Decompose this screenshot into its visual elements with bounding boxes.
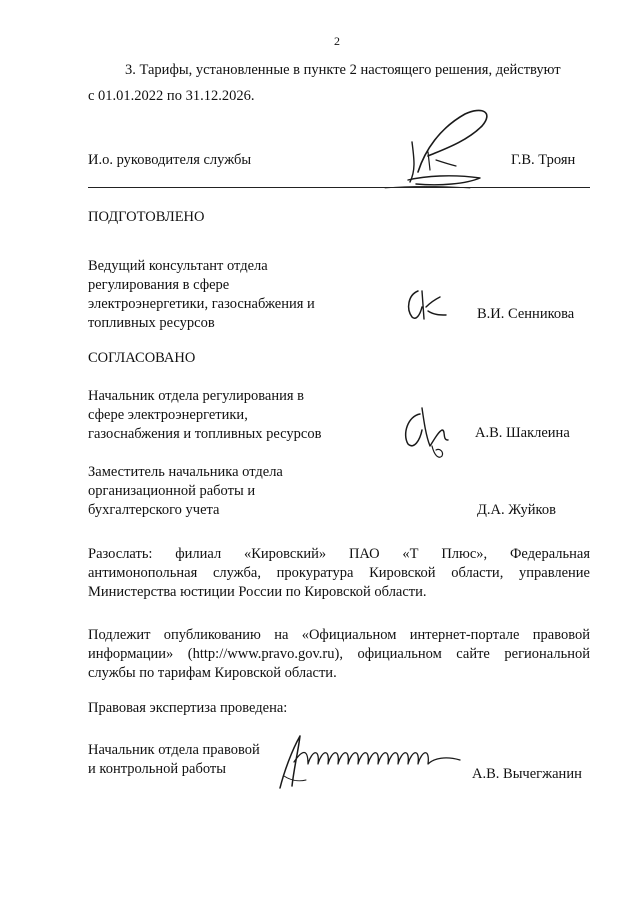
agreed-person-1-line: Начальник отдела регулирования в	[88, 388, 305, 404]
distribution-line: Разослать: филиал «Кировский» ПАО «Т Плюс», Федеральная	[88, 546, 590, 562]
prepared-line: топливных ресурсов	[88, 315, 215, 331]
legal-head-line: и контрольной работы	[88, 761, 226, 777]
legal-head-signature-image	[270, 728, 470, 792]
legal-head-line: Начальник отдела правовой	[88, 742, 260, 758]
agreed-heading: СОГЛАСОВАНО	[88, 350, 196, 366]
prepared-name: В.И. Сенникова	[477, 306, 575, 322]
distribution-line: Министерства юстиции России по Кировской области.	[88, 584, 427, 600]
clause-3-line-1: 3. Тарифы, установленные в пункте 2 настоящего решения, действуют	[125, 62, 561, 78]
clause-3-line-2: с 01.01.2022 по 31.12.2026.	[88, 88, 255, 104]
publication-line: Подлежит опубликованию на «Официальном интернет-портале правовой	[88, 627, 590, 643]
prepared-line: электроэнергетики, газоснабжения и	[88, 296, 315, 312]
agreed-person-2-line: организационной работы и	[88, 483, 256, 499]
distribution-line: антимонопольная служба, прокуратура Кировской области, управление	[88, 565, 590, 581]
agreed-person-2-name: Д.А. Жуйков	[477, 502, 556, 518]
head-name: Г.В. Троян	[511, 152, 576, 168]
agreed-person-1-name: А.В. Шаклеина	[475, 425, 570, 441]
prepared-line: регулирования в сфере	[88, 277, 230, 293]
prepared-heading: ПОДГОТОВЛЕНО	[88, 209, 205, 225]
publication-line: информации» (http://www.pravo.gov.ru), официальном сайте региональной	[88, 646, 590, 662]
agreed-person-1-line: газоснабжения и топливных ресурсов	[88, 426, 322, 442]
separator-line	[88, 187, 590, 188]
publication-line: службы по тарифам Кировской области.	[88, 665, 337, 681]
agreed-person-1-line: сфере электроэнергетики,	[88, 407, 248, 423]
prepared-line: Ведущий консультант отдела	[88, 258, 268, 274]
agreed-person-2-line: Заместитель начальника отдела	[88, 464, 283, 480]
legal-head-name: А.В. Вычегжанин	[472, 766, 582, 782]
legal-review-text: Правовая экспертиза проведена:	[88, 700, 288, 716]
agreed-person-1-signature-image	[398, 400, 460, 462]
agreed-person-2-line: бухгалтерского учета	[88, 502, 220, 518]
head-role: И.о. руководителя службы	[88, 152, 252, 168]
head-signature-image	[370, 100, 500, 190]
page-number: 2	[334, 34, 340, 48]
prepared-signature-image	[400, 285, 450, 325]
